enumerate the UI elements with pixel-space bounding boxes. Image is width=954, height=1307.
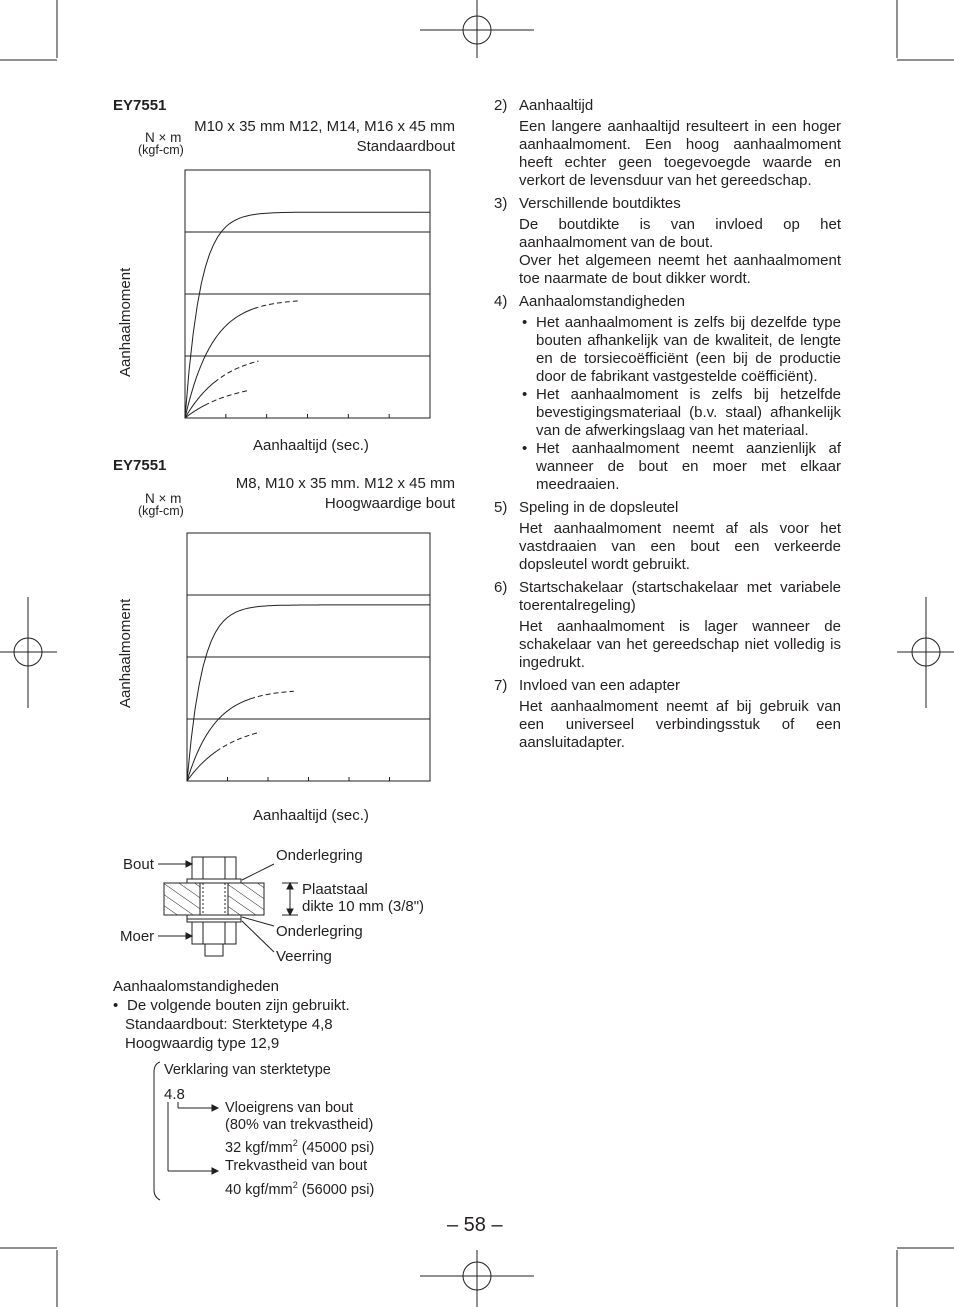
conditions-standard: Standaardbout: Sterktetype 4,8 [125, 1016, 333, 1033]
chart1-unit-nm: N × m [145, 130, 182, 145]
label-dikte: dikte 10 mm (3/8") [302, 898, 425, 915]
chart2-xlabel: Aanhaaltijd (sec.) [253, 807, 369, 824]
chart2-ylabel: Aanhaalmoment [117, 598, 134, 708]
conditions-highgrade: Hoogwaardig type 12,9 [125, 1035, 280, 1052]
chart1-ylabel: Aanhaalmoment [117, 267, 134, 377]
page-number: – 58 – [447, 1214, 503, 1236]
item-2: 2) Aanhaaltijd Een langere aanhaaltijd resulteert in een hoger aanhaalmoment. Een hoog aanhaalmoment heeft echter geen toegevoegde waarde en verkort de levensduur van het gereedschap. [494, 97, 841, 189]
right-column [494, 97, 841, 752]
item-5: 5) Speling in de dopsleutel Het aanhaalmoment neemt af als voor het vastdraaien van een bout een verkeerde dopsleutel wordt gebruikt. [494, 499, 841, 573]
chart1-subtitle-2: Standaardbout [356, 138, 455, 155]
item-4: 4) Aanhaalomstandigheden • Het aanhaalmoment is zelfs bij dezelfde type bouten afhankelijk van de kwaliteit, de lengte en de torsiecoëfficiënt (een bij de productie door de fabrikant vastgestelde coëfficiënt). • Het aanhaalmoment is zelfs bij hetzelfde bevestigingsmateriaal (b.v. staal) afhankelijk van de afwerkingslaag van het materiaal. • Het aanhaalmoment neemt aanzienlijk af wanneer de bout en moer met elkaar meedraaien. [494, 293, 841, 494]
chart2-unit-nm: N × m [145, 491, 182, 506]
chart2-subtitle-1: M8, M10 x 35 mm. M12 x 45 mm [235, 475, 455, 492]
item-6: 6) Startschakelaar (startschakelaar met variabele toerentalregeling) Het aanhaalmoment is lager wanneer de schakelaar van het gereedschap niet volledig is ingedrukt. [494, 579, 841, 671]
item-2-body: Een langere aanhaaltijd resulteert in een hoger aanhaalmoment. Een hoog aanhaalmoment heeft echter geen toegevoegde waarde en verkort de levensduur van het gereedschap. [519, 118, 841, 189]
item-5-body: Het aanhaalmoment neemt af als voor het vastdraaien van een bout een verkeerde dopsleutel wordt gebruikt. [519, 520, 841, 573]
strength-item2-l1: Trekvastheid van bout [225, 1158, 368, 1174]
chart1-subtitle-1: M10 x 35 mm M12, M14, M16 x 45 mm [194, 118, 455, 135]
conditions-bullet: • De volgende bouten zijn gebruikt. [113, 997, 954, 1015]
chart1-xlabel: Aanhaaltijd (sec.) [253, 437, 369, 454]
chart2-title: EY7551 [113, 457, 167, 474]
label-moer: Moer [120, 928, 155, 945]
item-4-bullet-3: • Het aanhaalmoment neemt aanzienlijk af wanneer de bout en moer met elkaar meedraaien. [522, 440, 841, 494]
strength-item2-l2: 40 kgf/$mm^2$ (56000 psi) [225, 1180, 375, 1198]
conditions-heading: Aanhaalomstandigheden [113, 978, 279, 995]
item-3-body2: Over het algemeen neemt het aanhaalmoment toe naarmate de bout dikker wordt. [519, 252, 841, 287]
chart2-unit-kgf: (kgf-cm) [138, 504, 184, 518]
item-6-body: Het aanhaalmoment is lager wanneer de schakelaar van het gereedschap niet volledig is ingedrukt. [519, 618, 841, 671]
item-7: 7) Invloed van een adapter Het aanhaalmoment neemt af bij gebruik van een universeel verbindingsstuk of een aansluitadapter. [494, 677, 841, 751]
item-4-bullet-2: • Het aanhaalmoment is zelfs bij hetzelfde bevestigingsmateriaal (b.v. staal) afhankelijk van de afwerkingslaag van het materiaal. [522, 386, 841, 440]
item-3: 3) Verschillende boutdiktes De boutdikte is van invloed op het aanhaalmoment van de bout. Over het algemeen neemt het aanhaalmoment toe naarmate de bout dikker wordt. [494, 195, 841, 287]
label-onderlegring-top: Onderlegring [276, 847, 363, 864]
strength-code: 4.8 [164, 1086, 185, 1103]
label-plaatstaal: Plaatstaal [302, 881, 368, 898]
label-onderlegring-bottom: Onderlegring [276, 923, 363, 940]
chart1-unit-kgf: (kgf-cm) [138, 143, 184, 157]
strength-item1-l3: 32 kgf/$mm^2$ (45000 psi) [225, 1138, 375, 1156]
label-bout: Bout [123, 856, 154, 873]
item-4-bullet-1: • Het aanhaalmoment is zelfs bij dezelfde type bouten afhankelijk van de kwaliteit, de lengte en de torsiecoëfficiënt (een bij de productie door de fabrikant vastgestelde coëfficiënt). [522, 314, 841, 386]
item-7-body: Het aanhaalmoment neemt af bij gebruik van een universeel verbindingsstuk of een aansluitadapter. [519, 698, 841, 751]
strength-item1-l1: Vloeigrens van bout [225, 1100, 354, 1116]
strength-item1-l2: (80% van trekvastheid) [225, 1117, 374, 1133]
chart1-title: EY7551 [113, 97, 167, 114]
label-veerring: Veerring [276, 948, 332, 965]
item-3-body: De boutdikte is van invloed op het aanhaalmoment van de bout. [519, 216, 841, 251]
strength-title: Verklaring van sterktetype [164, 1062, 331, 1078]
chart2-subtitle-2: Hoogwaardige bout [324, 495, 455, 512]
